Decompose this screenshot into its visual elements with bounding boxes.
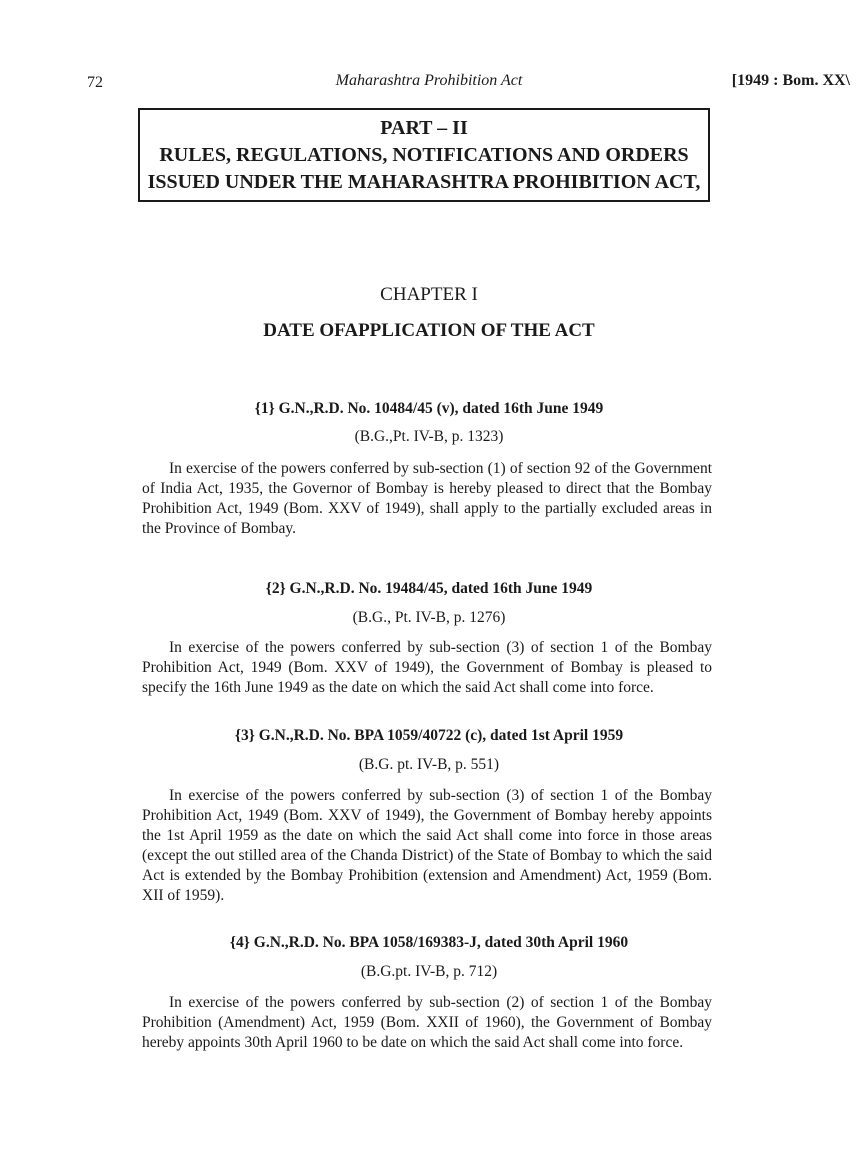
notification-3-text: In exercise of the powers conferred by sub-section (3) of section 1 of the Bombay Prohibition Act, 1949 (Bom. XXV of 1949), the Government of Bombay hereby appoints the 1st April 1959 as the date on which the said Act shall come into force in those areas (except the out stilled area of the Chanda District) of the State of Bombay to which the said Act is extended by the Bombay Prohibition (extension and Amendment) Act, 1959 (Bom. XII of 1959). [142,787,712,904]
running-title: Maharashtra Prohibition Act [335,72,523,89]
chapter-heading: CHAPTER I [380,284,478,305]
notification-1-title: {1} G.N.,R.D. No. 10484/45 (v), dated 16th June 1949 [254,400,604,417]
notification-4-text: In exercise of the powers conferred by sub-section (2) of section 1 of the Bombay Prohibition (Amendment) Act, 1959 (Bom. XXII of 1960), the Government of Bombay hereby appoints 30th April 1960 to be date on which the said Act shall come into force. [142,994,712,1051]
notification-2-title: {2} G.N.,R.D. No. 19484/45, dated 16th June 1949 [265,580,593,597]
notification-2-text: In exercise of the powers conferred by sub-section (3) of section 1 of the Bombay Prohibition Act, 1949 (Bom. XXV of 1949), the Government of Bombay is pleased to specify the 16th June 1949 as the date on which the said Act shall come into force. [142,639,712,696]
notification-4-reference: (B.G.pt. IV-B, p. 712) [360,963,498,980]
act-reference: [1949 : Bom. XX\ [731,72,850,89]
page-number: 72 [87,74,103,91]
notification-2-reference: (B.G., Pt. IV-B, p. 1276) [352,609,506,626]
notification-3-title: {3} G.N.,R.D. No. BPA 1059/40722 (c), dated 1st April 1959 [234,727,624,744]
part-title-line-2: ISSUED UNDER THE MAHARASHTRA PROHIBITION ACT, [147,171,701,193]
part-title-line-1: RULES, REGULATIONS, NOTIFICATIONS AND ORDERS [159,144,689,166]
part-heading-box [138,108,710,202]
notification-1-reference: (B.G.,Pt. IV-B, p. 1323) [354,428,504,445]
part-label: PART – II [380,117,468,139]
chapter-subheading: DATE OFAPPLICATION OF THE ACT [263,320,595,341]
notification-3-reference: (B.G. pt. IV-B, p. 551) [358,756,500,773]
notification-4-title: {4} G.N.,R.D. No. BPA 1058/169383-J, dated 30th April 1960 [229,934,629,951]
notification-1-text: In exercise of the powers conferred by sub-section (1) of section 92 of the Government of India Act, 1935, the Governor of Bombay is hereby pleased to direct that the Bombay Prohibition Act, 1949 (Bom. XXV of 1949), shall apply to the partially excluded areas in the Province of Bombay. [142,460,712,537]
